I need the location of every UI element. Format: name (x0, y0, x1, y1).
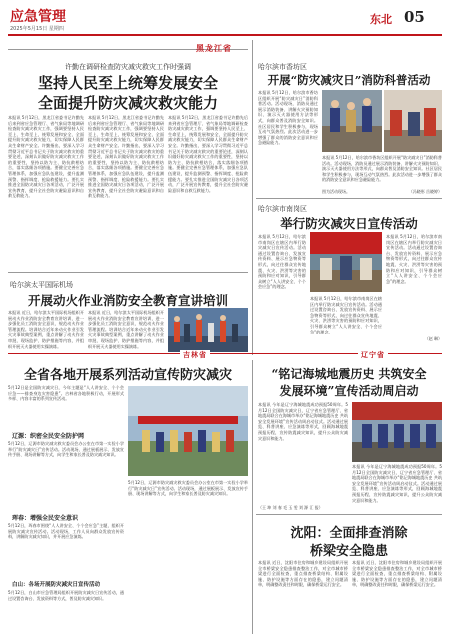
a4-headline: 举行防灾减灾日宣传活动 (280, 216, 418, 231)
a5-body-col2: 5月12日，辽源市防灾减灾救灾委员会办公室在市第一实验小学举行“防灾减灾日”宣传活动。活动现场，通过展板展示、发放宣传手册、现场讲解等方式，向学生和家长普及防灾减灾知识。 (128, 480, 248, 497)
a6-headline-2: 发展环境”宣传活动周启动 (279, 384, 419, 398)
a1-body-col2: 本报讯 5月12日，黑龙江省委书记许勤先后来到省应急管理厅、省气象局等地调研检查防灾减灾救灾工作，强调要坚持人民至上、生命至上，统筹发展和安全，全面提升防灾减灾救灾能力，切实保障人民群众生命财产安全。许勤指出，要深入学习贯彻习近平总书记关于防灾减灾救灾的重要论述，深刻认识做好防灾减灾救灾工作的重要性，坚持以防为主、防抗救相结合，落实落细各项措施。要健全完善应急管理体系，加强应急队伍建设，提升监测预警、指挥调度、抢险救援能力。要扎实推进全国防灾减灾日各项活动，广泛开展宣传教育，提升全社会防灾避险意识和自救互救能力。 (88, 115, 164, 199)
a5-body-lead: 5月12日是全国防灾减灾日，今年主题是“人人讲安全、个个会应急——排查身边灾害隐患”。吉林省各地积极行动，开展形式多样、内容丰富的系列宣传活动。 (8, 385, 124, 402)
a3-caption: 图为活动现场。 (322, 189, 350, 194)
masthead-date: 2025年5月15日 星期四 (10, 26, 64, 32)
a2-body-col1: 本报讯 近日，哈尔滨太平国际机场组织开展动火作业消防安全教育宣讲培训，进一步强化员工消防安全意识，规范动火作业管理流程。培训结合近年来动火作业引发火灾事故典型案例，重点讲解了动火作业审批、现场监护、防护措施等内容，并组织开展灭火器使用实操演练。 (8, 310, 84, 349)
a7-body-col2: 本报讯 近日，沈阳市住房和城乡建设局组织开展全市桥梁安全隐患排查整治工作，对全市城市桥梁进行全面检查，重点排查桥梁结构、附属设施、防护设施等方面存在的隐患，建立问题清单，明确整改责任和时限，确保桥梁运行安全。 (352, 560, 442, 588)
a2-body-col2: 本报讯 近日，哈尔滨太平国际机场组织开展动火作业消防安全教育宣讲培训，进一步强化员工消防安全意识，规范动火作业管理流程。培训结合近年来动火作业引发火灾事故典型案例，重点讲解了动火作业审批、现场监护、防护措施等内容，并组织开展灭火器使用实操演练。 (88, 310, 164, 349)
a4-kicker: 哈尔滨市南岗区 (258, 205, 307, 213)
a6-photo (352, 402, 442, 462)
a6-body-col1: 本报讯 今年是辽宁海城地震成功预报50周年。5月12日全国防灾减灾日，辽宁省应急管理厅、省地震局联合在海城市举办“铭记海城地震历史 共筑安全发展环境”宣传活动周启动仪式。活动通过展览、科普讲座、应急演练等形式，回顾海城地震预报历程，宣传防震减灾知识，提升公众防灾减灾意识和能力。 (258, 402, 348, 441)
a5-headline: 全省各地开展系列活动宣传防灾减灾 (23, 368, 232, 383)
a1-headline-1: 坚持人民至上统筹发展安全 (37, 74, 218, 92)
a5-subhead-hunchun: 珲春：增强全民安全意识 (12, 515, 79, 522)
a5-photo (128, 386, 248, 476)
a7-body-col1: 本报讯 近日，沈阳市住房和城乡建设局组织开展全市桥梁安全隐患排查整治工作，对全市城市桥梁进行全面检查，重点排查桥梁结构、附属设施、防护设施等方面存在的隐患，建立问题清单，明确整改责任和时限，确保桥梁运行安全。 (258, 560, 348, 588)
a4-author: （赵 琳） (424, 336, 442, 341)
a3-headline: 开展“防灾减灾日”消防科普活动 (267, 73, 431, 87)
a5-body-baishan: 5月12日，白山市应急管理局组织开展防灾减灾日宣传活动，通过设置咨询台、发放资料等方式，普及防灾减灾知识。 (8, 590, 124, 601)
a4-photo (310, 232, 382, 292)
section-name: 东北 (370, 13, 392, 26)
divider (8, 272, 248, 273)
a3-kicker: 哈尔滨市香坊区 (258, 63, 307, 71)
divider (256, 198, 442, 199)
masthead-rule (8, 34, 442, 36)
divider (256, 514, 442, 515)
a4-body-col1: 本报讯 5月12日，哈尔滨市南岗区在辖区内举行防灾减灾日宣传活动。活动通过设置咨询台、发放宣传资料、展示应急物资等形式，向过往群众宣传地震、火灾、洪涝等灾害的预防和应对知识，引导群众树立“人人讲安全、个个会应急”的理念。 (258, 234, 306, 290)
a3-photo-2 (384, 90, 442, 152)
a7-headline-1: 沈阳：全面排查消除 (290, 526, 408, 541)
a1-body-col1: 本报讯 5月12日，黑龙江省委书记许勤先后来到省应急管理厅、省气象局等地调研检查防灾减灾救灾工作，强调要坚持人民至上、生命至上，统筹发展和安全，全面提升防灾减灾救灾能力，切实保障人民群众生命财产安全。许勤指出，要深入学习贯彻习近平总书记关于防灾减灾救灾的重要论述，深刻认识做好防灾减灾救灾工作的重要性，坚持以防为主、防抗救相结合，落实落细各项措施。要健全完善应急管理体系，加强应急队伍建设，提升监测预警、指挥调度、抢险救援能力。要扎实推进全国防灾减灾日各项活动，广泛开展宣传教育，提升全社会防灾避险意识和自救互救能力。 (8, 115, 84, 199)
a6-body-col2: 本报讯 今年是辽宁海城地震成功预报50周年。5月12日全国防灾减灾日，辽宁省应急管理厅、省地震局联合在海城市举办“铭记海城地震历史 共筑安全发展环境”宣传活动周启动仪式。活动通过展览、科普讲座、应急演练等形式，回顾海城地震预报历程，宣传防震减灾知识，提升公众防灾减灾意识和能力。 (352, 464, 442, 503)
a6-caption: （王 坤 刘 春 毛 玉 雯 刘 源 汇 报） (258, 505, 323, 510)
a2-photo (168, 308, 248, 352)
a1-headline-2: 全面提升防灾减灾救灾能力 (37, 94, 218, 112)
column-rule (252, 360, 253, 634)
a3-body-col2: 本报讯 5月12日，哈尔滨市香坊区组织开展“防灾减灾日”消防科普活动。活动现场，消防员通过展示消防装备、讲解火灾预防知识、演示灭火器使用方法等形式，向群众普及消防安全知识。社区居民和学生积极参与，现场互动气氛热烈。此次活动进一步增强了群众的消防安全意识和应急避险能力。 (322, 155, 442, 183)
section-label-heilongjiang: 黑龙江省 (196, 44, 232, 53)
section-label-jilin: 吉林省 (180, 350, 210, 360)
a5-body-liaoyuan: 5月12日，辽源市防灾减灾救灾委员会办公室在市第一实验小学举行“防灾减灾日”宣传活动。活动现场，通过展板展示、发放宣传手册、现场讲解等方式，向学生和家长普及防灾减灾知识。 (8, 441, 124, 458)
a3-author: （冯晓彤 岳晓婷） (408, 189, 442, 194)
a2-kicker: 哈尔滨太平国际机场 (10, 281, 73, 289)
page-number: 05 (404, 8, 425, 26)
masthead-brand: 应急管理 (10, 9, 66, 25)
a5-subhead-baishan: 白山：各场开展防灾减灾日宣传活动 (12, 582, 101, 588)
column-rule (252, 40, 253, 355)
a3-photo (322, 90, 382, 152)
a6-headline-1: “铭记海城地震历史 共筑安全 (271, 367, 427, 381)
a1-kicker: 许勤在调研检查防灾减灾救灾工作时强调 (65, 63, 191, 71)
a3-body-col1: 本报讯 5月12日，哈尔滨市香坊区组织开展“防灾减灾日”消防科普活动。活动现场，消防员通过展示消防装备、讲解火灾预防知识、演示灭火器使用方法等形式，向群众普及消防安全知识。社区居民和学生积极参与，现场互动气氛热烈。此次活动进一步增强了群众的消防安全意识和应急避险能力。 (258, 90, 318, 146)
section-label-liaoning: 辽宁省 (358, 350, 388, 360)
a2-headline: 开展动火作业消防安全教育宣讲培训 (27, 293, 228, 308)
a4-body-col2: 本报讯 5月12日，哈尔滨市南岗区在辖区内举行防灾减灾日宣传活动。活动通过设置咨询台、发放宣传资料、展示应急物资等形式，向过往群众宣传地震、火灾、洪涝等灾害的预防和应对知识，引导群众树立“人人讲安全、个个会应急”的理念。 (386, 234, 442, 284)
a7-headline-2: 桥梁安全隐患 (309, 544, 388, 559)
a5-body-hunchun: 5月12日，珲春市围绕“人人讲安全、个个会应急”主题，组织开展防灾减灾宣传活动。活动现场，工作人员向群众发放宣传资料，讲解防灾减灾知识，并开展应急演练。 (8, 523, 124, 540)
a1-body-col3: 本报讯 5月12日，黑龙江省委书记许勤先后来到省应急管理厅、省气象局等地调研检查防灾减灾救灾工作，强调要坚持人民至上、生命至上，统筹发展和安全，全面提升防灾减灾救灾能力，切实保障人民群众生命财产安全。许勤指出，要深入学习贯彻习近平总书记关于防灾减灾救灾的重要论述，深刻认识做好防灾减灾救灾工作的重要性，坚持以防为主、防抗救相结合，落实落细各项措施。要健全完善应急管理体系，加强应急队伍建设，提升监测预警、指挥调度、抢险救援能力。要扎实推进全国防灾减灾日各项活动，广泛开展宣传教育，提升全社会防灾避险意识和自救互救能力。 (168, 115, 248, 193)
a5-subhead-liaoyuan: 辽源：织密全民安全防护网 (12, 433, 85, 440)
a4-body-col3: 本报讯 5月12日，哈尔滨市南岗区在辖区内举行防灾减灾日宣传活动。活动通过设置咨询台、发放宣传资料、展示应急物资等形式，向过往群众宣传地震、火灾、洪涝等灾害的预防和应对知识，引导群众树立“人人讲安全、个个会应急”的理念。 (310, 296, 382, 334)
